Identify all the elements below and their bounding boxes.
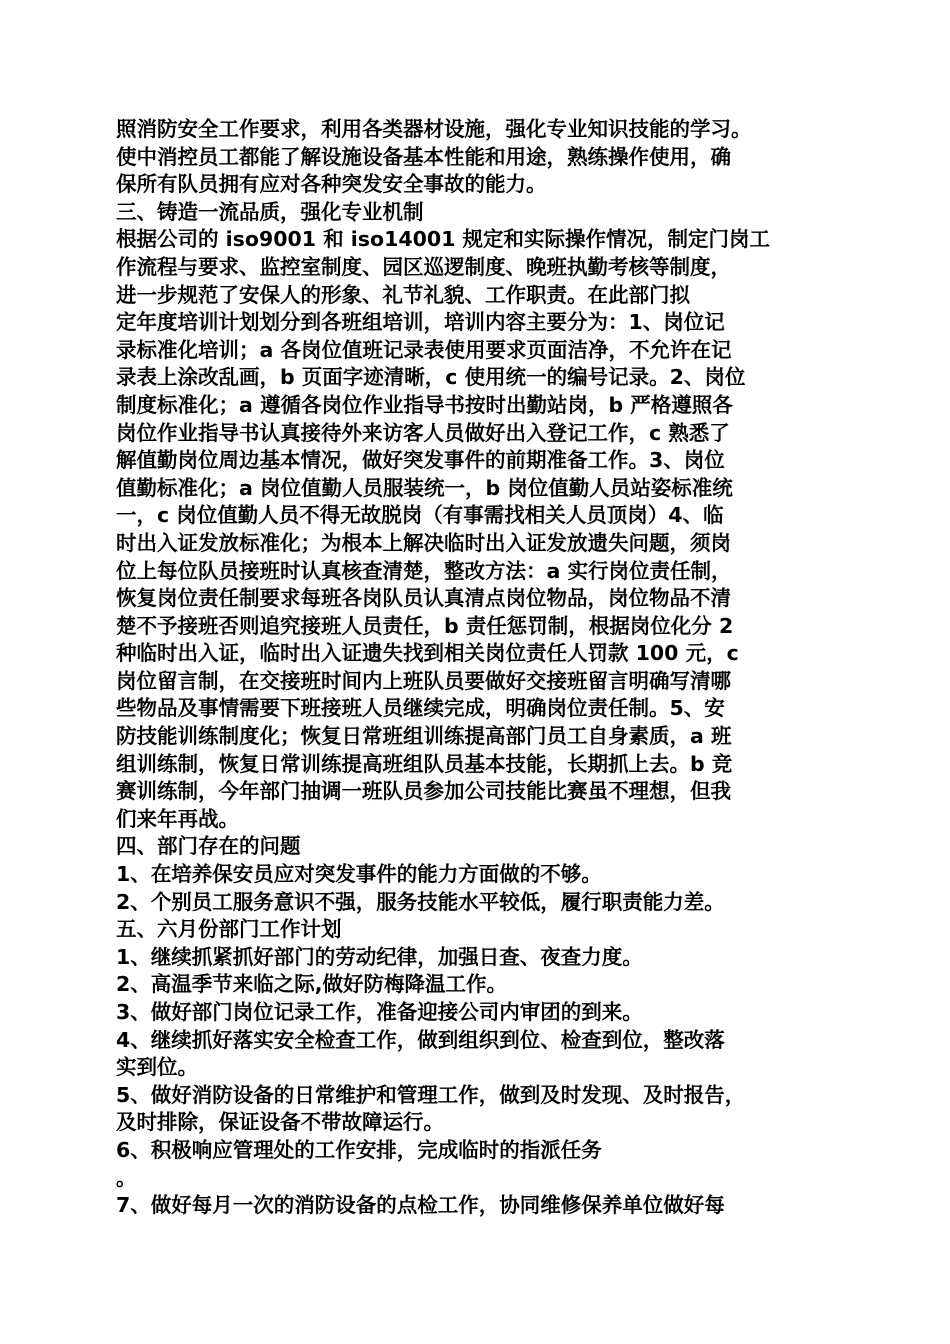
text-line: 种临时出入证，临时出入证遗失找到相关岗位责任人罚款 100 元，c <box>116 641 739 666</box>
text-line: 岗位留言制，在交接班时间内上班队员要做好交接班留言明确写清哪 <box>116 668 731 693</box>
text-line: 值勤标准化；a 岗位值勤人员服装统一，b 岗位值勤人员站姿标准统 <box>116 475 733 500</box>
text-line: 防技能训练制度化；恢复日常班组训练提高部门员工自身素质，a 班 <box>116 724 732 749</box>
text-line: 一，c 岗位值勤人员不得无故脱岗（有事需找相关人员顶岗）4、临 <box>116 503 724 528</box>
text-line: 录表上涂改乱画，b 页面字迹清晰，c 使用统一的编号记录。2、岗位 <box>116 365 746 390</box>
text-line: 。 <box>116 1165 137 1190</box>
body-text <box>116 116 836 1220</box>
text-line: 作流程与要求、监控室制度、园区巡逻制度、晚班执勤考核等制度， <box>116 254 731 279</box>
text-line: 保所有队员拥有应对各种突发安全事故的能力。 <box>116 172 547 197</box>
text-line: 四、部门存在的问题 <box>116 834 301 859</box>
text-line: 楚不予接班否则追究接班人员责任，b 责任惩罚制，根据岗位化分 2 <box>116 613 734 638</box>
text-line: 6、积极响应管理处的工作安排，完成临时的指派任务 <box>116 1137 602 1162</box>
text-line: 照消防安全工作要求，利用各类器材设施，强化专业知识技能的学习。 <box>116 117 752 141</box>
text-line: 时出入证发放标准化；为根本上解决临时出入证发放遗失问题，须岗 <box>116 530 731 555</box>
text-line: 们来年再战。 <box>116 806 239 831</box>
text-line: 些物品及事情需要下班接班人员继续完成，明确岗位责任制。5、安 <box>116 696 725 721</box>
text-line: 实到位。 <box>116 1055 198 1080</box>
text-line: 五、六月份部门工作计划 <box>116 917 342 942</box>
text-line: 定年度培训计划划分到各班组培训，培训内容主要分为：1、岗位记 <box>116 310 725 335</box>
text-line: 三、铸造一流品质，强化专业机制 <box>116 199 424 224</box>
text-line: 根据公司的 iso9001 和 iso14001 规定和实际操作情况，制定门岗工 <box>116 227 771 252</box>
text-line: 5、做好消防设备的日常维护和管理工作，做到及时发现、及时报告， <box>116 1082 746 1107</box>
text-line: 录标准化培训；a 各岗位值班记录表使用要求页面洁净，不允许在记 <box>116 337 732 362</box>
text-line: 进一步规范了安保人的形象、礼节礼貌、工作职责。在此部门拟 <box>116 282 690 307</box>
text-line: 3、做好部门岗位记录工作，准备迎接公司内审团的到来。 <box>116 1000 643 1024</box>
text-line: 使中消控员工都能了解设施设备基本性能和用途，熟练操作使用，确 <box>116 144 731 169</box>
text-line: 组训练制，恢复日常训练提高班组队员基本技能，长期抓上去。b 竞 <box>116 751 733 776</box>
text-line: 恢复岗位责任制要求每班各岗队员认真清点岗位物品，岗位物品不清 <box>116 586 731 611</box>
text-line: 位上每位队员接班时认真核查清楚，整改方法：a 实行岗位责任制， <box>116 558 732 583</box>
text-line: 1、在培养保安员应对突发事件的能力方面做的不够。 <box>116 862 602 887</box>
text-line: 7、做好每月一次的消防设备的点检工作，协同维修保养单位做好每 <box>116 1193 725 1218</box>
text-line: 4、继续抓好落实安全检查工作，做到组织到位、检查到位，整改落 <box>116 1027 725 1052</box>
text-line: 2、高温季节来临之际,做好防梅降温工作。 <box>116 972 508 997</box>
text-line: 赛训练制，今年部门抽调一班队员参加公司技能比赛虽不理想，但我 <box>116 779 731 804</box>
text-line: 解值勤岗位周边基本情况，做好突发事件的前期准备工作。3、岗位 <box>116 448 725 473</box>
text-line: 1、继续抓紧抓好部门的劳动纪律，加强日查、夜查力度。 <box>116 944 643 969</box>
text-line: 制度标准化；a 遵循各岗位作业指导书按时出勤站岗，b 严格遵照各 <box>116 392 733 417</box>
text-line: 岗位作业指导书认真接待外来访客人员做好出入登记工作，c 熟悉了 <box>116 420 730 445</box>
text-line: 及时排除，保证设备不带故障运行。 <box>116 1110 444 1135</box>
text-line: 2、个别员工服务意识不强，服务技能水平较低，履行职责能力差。 <box>116 889 725 914</box>
